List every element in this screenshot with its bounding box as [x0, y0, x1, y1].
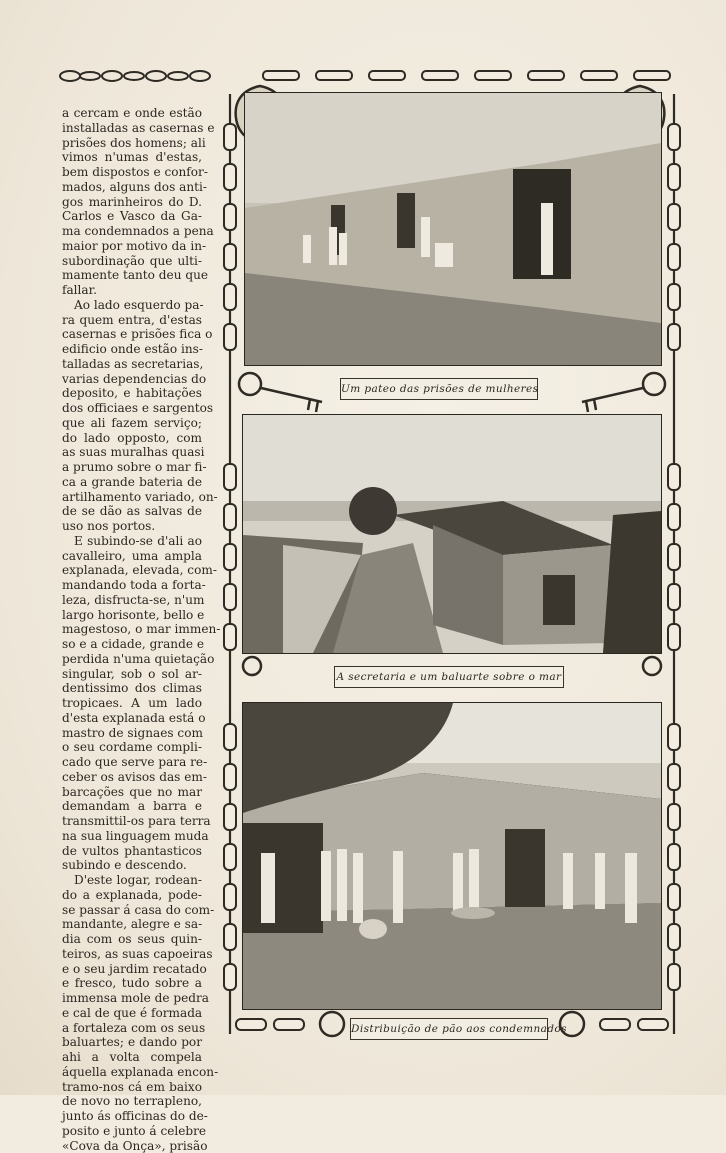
text-line: que ali fazem serviço;: [62, 416, 202, 431]
text-line: de novo no terrapleno,: [62, 1094, 202, 1109]
text-line: Carlos e Vasco da Ga-: [62, 209, 202, 224]
text-line: leza, disfructa-se, n'um: [62, 593, 202, 608]
text-line: áquella explanada encon-: [62, 1065, 202, 1080]
text-line: dia com os seus quin-: [62, 932, 202, 947]
text-line: uso nos portos.: [62, 519, 202, 534]
text-line: cado que serve para re-: [62, 755, 202, 770]
photo-bread-distribution: [242, 702, 662, 1010]
article-text-column: [62, 106, 202, 1153]
text-line: E subindo-se d'ali ao: [62, 534, 202, 549]
text-line: demandam a barra e: [62, 799, 202, 814]
text-line: mandando toda a forta-: [62, 578, 202, 593]
text-line: d'esta explanada está o: [62, 711, 202, 726]
text-line: dos officiaes e sargentos: [62, 401, 202, 416]
text-line: edificio onde estão ins-: [62, 342, 202, 357]
text-line: immensa mole de pedra: [62, 991, 202, 1006]
text-line: do lado opposto, com: [62, 431, 202, 446]
caption-photo-2: A secretaria e um baluarte sobre o mar: [334, 666, 564, 688]
text-line: na sua linguagem muda: [62, 829, 202, 844]
text-line: ra quem entra, d'estas: [62, 313, 202, 328]
text-line: de vultos phantasticos: [62, 844, 202, 859]
text-line: tramo-nos cá em baixo: [62, 1080, 202, 1095]
text-line: installadas as casernas e: [62, 121, 202, 136]
text-line: de se dão as salvas de: [62, 504, 202, 519]
text-line: casernas e prisões fica o: [62, 327, 202, 342]
text-line: vimos n'umas d'estas,: [62, 150, 202, 165]
text-line: ahi a volta compela: [62, 1050, 202, 1065]
text-line: a fortaleza com os seus: [62, 1021, 202, 1036]
text-line: fallar.: [62, 283, 202, 298]
text-line: barcações que no mar: [62, 785, 202, 800]
text-line: perdida n'uma quietação: [62, 652, 202, 667]
text-line: subindo e descendo.: [62, 858, 202, 873]
text-line: o seu cordame compli-: [62, 740, 202, 755]
text-line: tropicaes. A um lado: [62, 696, 202, 711]
text-line: e o seu jardim recatado: [62, 962, 202, 977]
text-line: junto ás officinas do de-: [62, 1109, 202, 1124]
text-line: se passar á casa do com-: [62, 903, 202, 918]
text-line: baluartes; e dando por: [62, 1035, 202, 1050]
text-line: teiros, as suas capoeiras: [62, 947, 202, 962]
text-line: bem dispostos e confor-: [62, 165, 202, 180]
text-line: so e a cidade, grande e: [62, 637, 202, 652]
photo-prison-courtyard: [244, 92, 662, 366]
chain-border-top: [58, 68, 688, 84]
text-line: e fresco, tudo sobre a: [62, 976, 202, 991]
text-line: «Cova da Onça», prisão: [62, 1139, 202, 1153]
text-line: Ao lado esquerdo pa-: [62, 298, 202, 313]
text-line: e cal de que é formada: [62, 1006, 202, 1021]
text-line: D'este logar, rodean-: [62, 873, 202, 888]
text-line: do a explanada, pode-: [62, 888, 202, 903]
text-line: mastro de signaes com: [62, 726, 202, 741]
text-line: dentissimo dos climas: [62, 681, 202, 696]
text-line: explanada, elevada, com-: [62, 563, 202, 578]
photo-frame: [222, 84, 682, 1040]
photo-secretaria-baluarte: [242, 414, 662, 654]
text-line: posito e junto á celebre: [62, 1124, 202, 1139]
text-line: maior por motivo da in-: [62, 239, 202, 254]
text-line: ca a grande bateria de: [62, 475, 202, 490]
text-line: magestoso, o mar immen-: [62, 622, 202, 637]
caption-photo-1: Um pateo das prisões de mulheres: [340, 378, 538, 400]
text-line: varias dependencias do: [62, 372, 202, 387]
text-line: subordinação que ulti-: [62, 254, 202, 269]
text-line: artilhamento variado, on-: [62, 490, 202, 505]
text-line: a prumo sobre o mar fi-: [62, 460, 202, 475]
text-line: cavalleiro, uma ampla: [62, 549, 202, 564]
text-line: mandante, alegre e sa-: [62, 917, 202, 932]
text-line: a cercam e onde estão: [62, 106, 202, 121]
text-line: mamente tanto deu que: [62, 268, 202, 283]
text-line: as suas muralhas quasi: [62, 445, 202, 460]
text-line: ceber os avisos das em-: [62, 770, 202, 785]
text-line: ma condemnados a pena: [62, 224, 202, 239]
text-line: deposito, e habitações: [62, 386, 202, 401]
text-line: singular, sob o sol ar-: [62, 667, 202, 682]
text-line: gos marinheiros do D.: [62, 195, 202, 210]
text-line: mados, alguns dos anti-: [62, 180, 202, 195]
text-line: talladas as secretarias,: [62, 357, 202, 372]
text-line: transmittil-os para terra: [62, 814, 202, 829]
text-line: prisões dos homens; ali: [62, 136, 202, 151]
text-line: largo horisonte, bello e: [62, 608, 202, 623]
caption-photo-3: Distribuição de pão aos condemnados: [350, 1018, 548, 1040]
